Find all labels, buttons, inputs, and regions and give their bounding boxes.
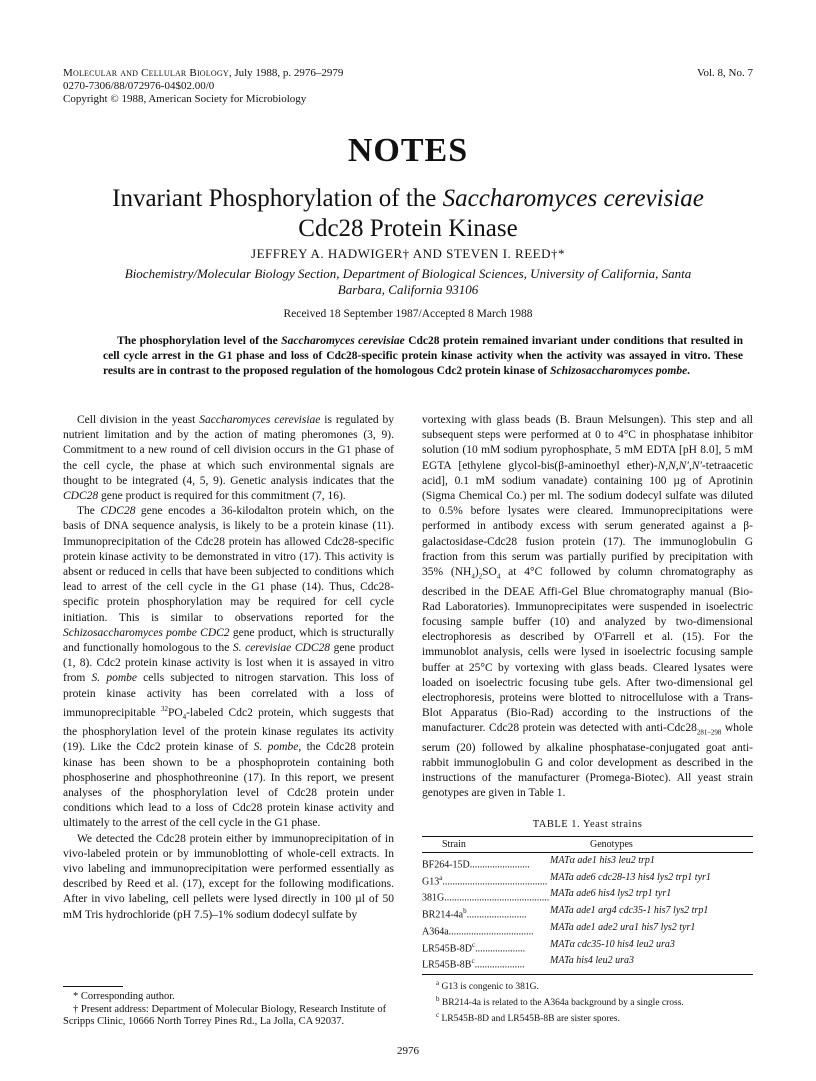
- title-part2: Cdc28 Protein Kinase: [298, 215, 518, 242]
- strain-name: 381G: [422, 892, 445, 904]
- table-footnote: [436, 993, 753, 1009]
- footnote-text: BR214-4a is related to the A364a background by a single cross.: [439, 998, 684, 1009]
- paragraph: We detected the Cdc28 protein either by immunoprecipitation of in vivo-labeled protein or by immunoblotting of whole-cell extracts. In vivo labeling and immunoprecipitation were performed essentially as described by Reed et al. (17), except for the following modifications. After in vivo labeling, cell pellets were lysed directly in 100 µl of 50 mM Tris hydrochloride (pH 7.5)–1% sodium dodecyl sulfate by: [63, 832, 394, 921]
- table-footnote: [436, 977, 753, 993]
- text: gene product, which is structurally and functionally homologous to the: [63, 626, 394, 655]
- subscript: 4: [496, 572, 501, 581]
- gene-name: CDC28: [63, 490, 99, 503]
- subscript: 2: [478, 572, 483, 581]
- table-row: $LR545B-8D^c$.................... MATα cdc35-10 his4 leu2 ura3: [422, 939, 753, 956]
- strain-name: LR545B-8B: [422, 959, 472, 971]
- footnote-text: LR545B-8D and LR545B-8B are sister spores.: [439, 1014, 620, 1025]
- table-row: G13$^a$.......................................... MATa ade6 cdc28-13 his4 lys2 trp1 tyr1: [422, 872, 753, 889]
- received-date: Received 18 September 1987/Accepted 8 March 1988: [283, 308, 533, 320]
- text: at 4°C followed by column chromatography as described in the DEAE Affi-Gel Blue chromatography manual (Bio-Rad Laboratories). Immunoprecipitates were suspended in isoelectric focusing sample buffer (10) and analyzed by two-dimensional electrophoresis as described by O'Farrell et al. (15). For the immunoblot analysis, cells were lysed in isoelectric focusing sample buffer at 25°C by vortexing with glass beads. Cleared lysates were loaded on isoelectric focusing tube gels. After two-dimensional gel electrophoresis, proteins were blotted to nitrocellulose with a Trans-Blot Apparatus (Bio-Rad) according to the instructions of the manufacturer. Cdc28 protein was detected with anti-Cdc28: [422, 566, 753, 735]
- text: gene encodes a 36-kilodalton protein which, on the basis of DNA sequence analysis, is likely to be a protein kinase (11). Immunoprecipitation of the Cdc28 protein has allowed Cdc28-specific protein kinase activity to be demonstrated in vitro (17). This activity is absent or reduced in cells that have been subjected to conditions which lead to arrest of the cell cycle in the G1 phase (14). Thus, Cdc28-specific protein phosphorylation may be required for cell cycle initiation. This is similar to observations reported for the: [63, 505, 394, 624]
- table-header: [422, 837, 753, 852]
- text: The: [77, 505, 101, 518]
- footnote-mark: c: [472, 940, 476, 949]
- text: whole serum (20) followed by alkaline phosphatase-conjugated goat anti-rabbit immunoglobulin G and color development as described in the instructions of the manufacturer (Promega-Biotec). All yeast strain genotypes are given in Table 1.: [422, 722, 753, 800]
- abstract-text: The phosphorylation level of the: [117, 335, 282, 347]
- genotype: MATa his4 leu2 ura3: [550, 955, 634, 967]
- yeast-strains-table: [422, 836, 753, 1026]
- corresponding-author-note: * Corresponding author.: [73, 991, 175, 1002]
- species-name: Schizosaccharomyces pombe CDC2: [63, 626, 230, 639]
- genotype: MATa ade6 his4 lys2 trp1 tyr1: [550, 888, 672, 900]
- text: ): [474, 566, 479, 579]
- text: PO: [167, 706, 183, 719]
- text: -labeled Cdc2 protein, which suggests that the phosphorylation level of the protein kinase regulates its activity (19). Like the Cdc2 protein kinase of: [63, 706, 394, 754]
- text: SO: [482, 566, 497, 579]
- present-address-note: † Present address: Department of Molecular Biology, Research Institute of Scripps Clinic, 10666 North Torrey Pines Rd., La Jolla, CA 92037.: [63, 1003, 387, 1028]
- table-footnote: [436, 1009, 753, 1025]
- chemical-prefix: N,N,N′,N′: [657, 459, 702, 472]
- footnote-mark: c: [471, 957, 475, 966]
- abstract-species: Schizosaccharomyces pombe: [550, 365, 688, 377]
- footnote-mark: a: [436, 979, 440, 988]
- subscript: 281–298: [696, 728, 722, 737]
- footnote-mark: c: [436, 1011, 440, 1020]
- genotype: MATα ade1 his3 leu2 trp1: [550, 855, 655, 866]
- strain-name: BF264-15D: [422, 859, 470, 871]
- table-title: TABLE 1. Yeast strains: [532, 819, 643, 830]
- subscript: 4: [182, 712, 187, 721]
- genotype: MATα cdc35-10 his4 leu2 ura3: [550, 938, 675, 950]
- page-footnotes: [63, 986, 394, 1029]
- article-title: [80, 184, 736, 244]
- copyright: Copyright © 1988, American Society for Microbiology: [63, 93, 307, 105]
- strain-name: G13: [422, 876, 440, 888]
- journal-name: Molecular and Cellular Biology: [63, 67, 229, 79]
- subscript: 4: [471, 572, 475, 581]
- strain-name: A364a: [422, 926, 449, 938]
- superscript: 32: [160, 704, 168, 713]
- body-column-left: [63, 413, 394, 923]
- gene-name: CDC28: [100, 505, 136, 518]
- volume-info: Vol. 8, No. 7: [696, 67, 753, 79]
- table-row: $LR545B-8B^c$.................... MATa his4 leu2 ura3: [422, 955, 753, 972]
- journal-code: 0270-7306/88/072976-04$02.00/0: [63, 80, 215, 92]
- table-footnotes: [422, 977, 753, 1025]
- footnote-mark: b: [463, 907, 467, 916]
- table-row: 381G.......................................... MATa ade6 his4 lys2 trp1 tyr1: [422, 888, 753, 905]
- text: vortexing with glass beads (B. Braun Melsungen). This step and all subsequent steps were performed at 0 to 4°C in phosphatase inhibitor solution (10 mM sodium pyrophosphate, 5 mM EDTA [pH 8.0], 5 mM EGTA [ethylene glycol-bis(β-aminoethyl ether)-: [422, 414, 753, 472]
- abstract-text: .: [687, 365, 691, 377]
- text: Cell division in the yeast: [77, 414, 200, 426]
- paragraph: [63, 413, 394, 504]
- text: -tetraacetic acid], 0.1 mM sodium vanadate) containing 100 µg of Aprotinin (Sigma Chemical Co.) per ml. The sodium dodecyl sulfate was diluted to 0.5% before lysates were cleared. Immunoprecipitations were performed in antibody excess with serum generated against a β-galactosidase-Cdc28 fusion protein (17). The immunoglobulin G fraction from this serum was partially purified by precipitation with 35% (NH: [422, 459, 753, 579]
- affiliation: Biochemistry/Molecular Biology Section, Department of Biological Sciences, University of California, Santa Barbara, California 93106: [124, 266, 692, 297]
- species-name: S. cerevisiae CDC28: [232, 642, 330, 655]
- column-header: Strain: [442, 839, 466, 850]
- genotype: MATa ade6 cdc28-13 his4 lys2 trp1 tyr1: [550, 871, 711, 883]
- body-column-right: [422, 413, 753, 802]
- footnote-text: G13 is congenic to 381G.: [439, 982, 539, 993]
- paragraph: [422, 413, 753, 802]
- text: , the Cdc28 protein kinase has been shown to be a phosphoprotein containing both phosphoserine and phosphothreonine (17). In this report, we present analyses of the phosphorylation level of Cdc28 protein under conditions which lead to a loss of Cdc28 protein kinase activity and ultimately to the arrest of the cell cycle in the G1 phase.: [63, 741, 394, 830]
- footnote-mark: b: [436, 995, 440, 1004]
- genotype: MATa ade1 arg4 cdc35-1 his7 lys2 trp1: [550, 905, 709, 917]
- text: gene product is required for this commitment (7, 16).: [98, 490, 346, 503]
- footnote-mark: a: [439, 873, 443, 882]
- authors: JEFFREY A. HADWIGER† AND STEVEN I. REED†*: [251, 246, 565, 261]
- abstract: [103, 334, 743, 379]
- table-row: BF264-15D........................ MATα ade1 his3 leu2 trp1: [422, 855, 753, 872]
- page-number: 2976: [397, 1045, 419, 1057]
- table-row: $BR214-4a^b$........................ MATa ade1 arg4 cdc35-1 his7 lys2 trp1: [422, 905, 753, 922]
- journal-header: [63, 67, 343, 106]
- abstract-text: Cdc28 protein remained invariant under conditions that resulted in cell cycle arrest in the G1 phase and loss of Cdc28-specific protein kinase activity when the activity was assayed in vitro. These results are in contrast to the proposed regulation of the homologous Cdc2 protein kinase of: [103, 335, 743, 377]
- paragraph: [63, 504, 394, 831]
- abstract-species: Saccharomyces cerevisiae: [281, 335, 405, 347]
- species-name: S. pombe: [253, 741, 299, 754]
- species-name: Saccharomyces cerevisiae: [199, 414, 321, 426]
- title-part1: Invariant Phosphorylation of the: [112, 185, 443, 212]
- species-name: S. pombe: [91, 672, 137, 685]
- title-species: Saccharomyces cerevisiae: [442, 185, 704, 212]
- section-label: NOTES: [347, 132, 469, 169]
- text: cells subjected to nitrogen starvation. This loss of protein kinase activity has been correlated with a loss of immunoprecipitable: [63, 672, 394, 719]
- text: gene product (1, 8). Cdc2 protein kinase activity is lost when it is assayed in vitro from: [63, 642, 394, 685]
- table-row: A364a.................................. MATa ade1 ade2 ura1 his7 lys2 tyr1: [422, 922, 753, 939]
- strain-name: LR545B-8D: [422, 943, 472, 954]
- text: is regulated by nutrient limitation and by the action of mating pheromones (3, 9). Commitment to a new round of cell division occurs in the G1 phase of the cell cycle, the phase at which such environmental signals are thought to be integrated (4, 5, 9). Genetic analysis indicates that the: [63, 414, 394, 487]
- journal-date-pages: , July 1988, p. 2976–2979: [228, 67, 344, 79]
- column-header: Genotypes: [590, 839, 633, 850]
- genotype: MATa ade1 ade2 ura1 his7 lys2 tyr1: [550, 921, 696, 933]
- strain-name: BR214-4a: [422, 909, 464, 921]
